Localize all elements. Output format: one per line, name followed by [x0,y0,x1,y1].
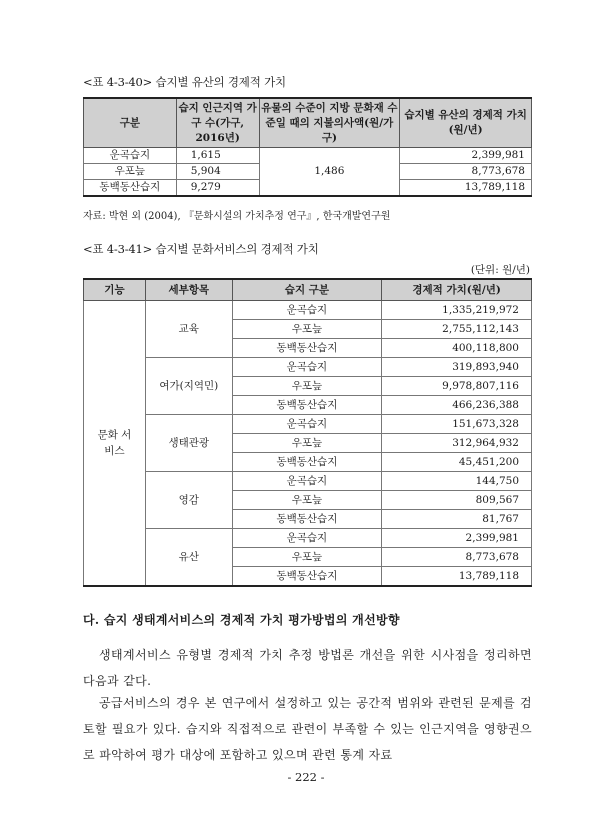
value-cell: 45,451,200 [382,453,532,472]
header-category: 구분 [84,98,177,148]
table-row [84,415,532,434]
value-cell: 151,673,328 [382,415,532,434]
cultural-service-table [83,278,532,587]
table2-caption: <표 4-3-41> 습지별 문화서비스의 경제적 가치 [83,242,319,256]
value-cell: 400,118,800 [382,339,532,358]
table-row [84,148,532,164]
value-cell: 8,773,678 [382,548,532,567]
header-heritage-value: 습지별 유산의 경제적 가치(원/년) [400,98,532,148]
wetland-cell: 운곡습지 [232,358,382,377]
wetland-cell: 우포늪 [232,491,382,510]
wetland-cell: 운곡습지 [232,415,382,434]
households-value: 1,615 [176,148,259,164]
heritage-value: 8,773,678 [400,164,532,180]
table-row [84,529,532,548]
wetland-cell: 운곡습지 [232,301,382,320]
table-row [84,472,532,491]
table-row [84,358,532,377]
paragraph-1: 생태계서비스 유형별 경제적 가치 추정 방법론 개선을 위한 시사점을 정리하면 다음과 같다. [83,648,532,688]
header-function: 기능 [84,279,146,301]
subitem-cell: 여가(지역민) [145,358,232,415]
function-label: 문화 서비스 [97,429,132,457]
value-cell: 2,399,981 [382,529,532,548]
value-cell: 144,750 [382,472,532,491]
header-subitem: 세부항목 [145,279,232,301]
wetland-cell: 동백동산습지 [232,339,382,358]
wetland-name: 운곡습지 [84,148,177,164]
subitem-cell: 생태관광 [145,415,232,472]
section-heading: 다. 습지 생태계서비스의 경제적 가치 평가방법의 개선방향 [83,613,400,627]
paragraph-2: 공급서비스의 경우 본 연구에서 설정하고 있는 공간적 범위와 관련된 문제를 검토할 필요가 있다. 습지와 직접적으로 관련이 부족할 수 있는 인근지역을 영향권으로 파악하여 평가 대상에 포함하고 있으며 관련 통계 자료 [83,696,532,762]
value-cell: 13,789,118 [382,567,532,587]
wetland-cell: 우포늪 [232,377,382,396]
table-row [84,301,532,320]
subitem-cell: 교육 [145,301,232,358]
value-cell: 319,893,940 [382,358,532,377]
value-cell: 809,567 [382,491,532,510]
value-cell: 312,964,932 [382,434,532,453]
subitem-cell: 유산 [145,529,232,587]
wetland-cell: 우포늪 [232,320,382,339]
table2-unit: (단위: 원/년) [470,264,530,276]
households-value: 5,904 [176,164,259,180]
value-cell: 2,755,112,143 [382,320,532,339]
wetland-name: 동백동산습지 [84,180,177,197]
wtp-value: 1,486 [259,148,400,197]
wetland-cell: 동백동산습지 [232,396,382,415]
heritage-value-table [83,97,532,197]
wetland-cell: 우포늪 [232,434,382,453]
header-households: 습지 인근지역 가구 수(가구, 2016년) [176,98,259,148]
households-value: 9,279 [176,180,259,197]
heritage-value: 2,399,981 [400,148,532,164]
table1-source: 자료: 박현 외 (2004), 『문화시설의 가치추정 연구』, 한국개발연구원 [83,211,391,222]
function-cell [84,301,146,587]
subitem-cell: 영감 [145,472,232,529]
value-cell: 466,236,388 [382,396,532,415]
wetland-cell: 동백동산습지 [232,567,382,587]
header-economic-value: 경제적 가치(원/년) [382,279,532,301]
wetland-cell: 동백동산습지 [232,453,382,472]
heritage-value: 13,789,118 [400,180,532,197]
header-wtp: 유물의 수준이 지방 문화재 수준일 때의 지불의사액(원/가구) [259,98,400,148]
value-cell: 81,767 [382,510,532,529]
header-wetland: 습지 구분 [232,279,382,301]
page-number: - 222 - [287,770,325,784]
wetland-cell: 우포늪 [232,548,382,567]
wetland-cell: 운곡습지 [232,472,382,491]
wetland-cell: 운곡습지 [232,529,382,548]
value-cell: 1,335,219,972 [382,301,532,320]
wetland-name: 우포늪 [84,164,177,180]
value-cell: 9,978,807,116 [382,377,532,396]
wetland-cell: 동백동산습지 [232,510,382,529]
table1-caption: <표 4-3-40> 습지별 유산의 경제적 가치 [83,75,286,89]
